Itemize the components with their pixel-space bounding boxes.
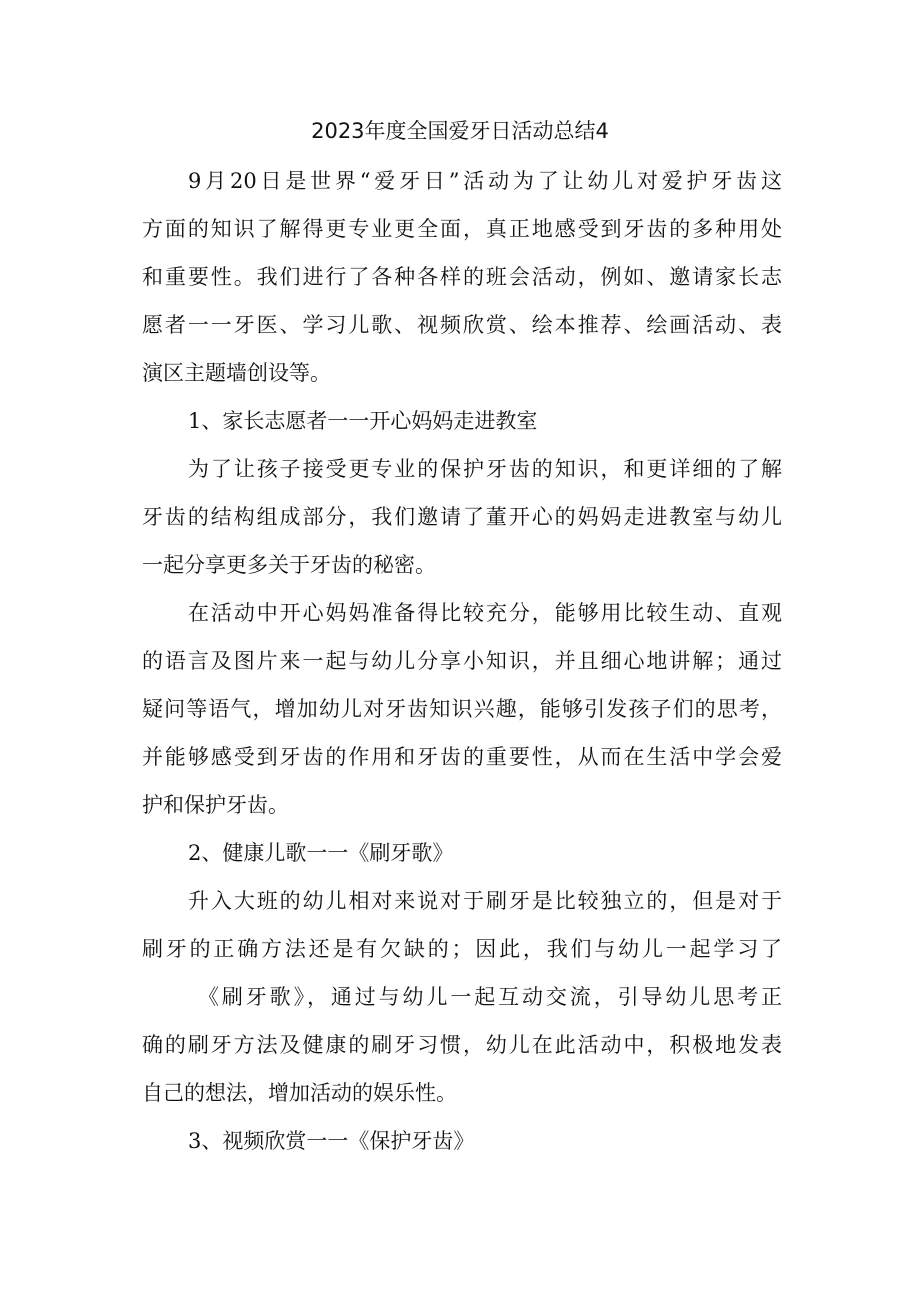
paragraph-line: 升入大班的幼儿相对来说对于刷牙是比较独立的，但是对于	[188, 889, 782, 913]
paragraph-line: 9月20日是世界“爱牙日”活动为了让幼儿对爱护牙齿这	[188, 169, 782, 193]
paragraph-line: 演区主题墙创设等。	[142, 361, 331, 385]
paragraph-line: 为了让孩子接受更专业的保护牙齿的知识，和更详细的了解	[188, 457, 782, 481]
paragraph-line: 护和保护牙齿。	[142, 793, 289, 817]
paragraph-line: 自己的想法，增加活动的娱乐性。	[142, 1081, 457, 1105]
paragraph-line: 方面的知识了解得更专业更全面，真正地感受到牙齿的多种用处	[142, 217, 782, 241]
section-heading: 3、视频欣赏一一《保护牙齿》	[188, 1129, 475, 1153]
paragraph-line: 愿者一一牙医、学习儿歌、视频欣赏、绘本推荐、绘画活动、表	[142, 313, 782, 337]
paragraph-line: 确的刷牙方法及健康的刷牙习惯，幼儿在此活动中，积极地发表	[142, 1033, 782, 1057]
section-heading: 1、家长志愿者一一开心妈妈走进教室	[188, 409, 538, 433]
paragraph-line: 疑问等语气，增加幼儿对牙齿知识兴趣，能够引发孩子们的思考，	[142, 697, 782, 721]
paragraph-line: 牙齿的结构组成部分，我们邀请了董开心的妈妈走进教室与幼儿	[142, 505, 782, 529]
paragraph-line: 在活动中开心妈妈准备得比较充分，能够用比较生动、直观	[188, 601, 782, 625]
paragraph-line: 刷牙的正确方法还是有欠缺的；因此，我们与幼儿一起学习了	[142, 937, 782, 961]
paragraph-line: 的语言及图片来一起与幼儿分享小知识，并且细心地讲解；通过	[142, 649, 782, 673]
paragraph-line: 一起分享更多关于牙齿的秘密。	[142, 553, 436, 577]
paragraph-line: 和重要性。我们进行了各种各样的班会活动，例如、邀请家长志	[142, 265, 782, 289]
document-title: 2023年度全国爱牙日活动总结4	[311, 119, 609, 143]
paragraph-line: 并能够感受到牙齿的作用和牙齿的重要性，从而在生活中学会爱	[142, 745, 782, 769]
paragraph-line: 《刷牙歌》，通过与幼儿一起互动交流，引导幼儿思考正	[198, 985, 782, 1009]
section-heading: 2、健康儿歌一一《刷牙歌》	[188, 841, 454, 865]
